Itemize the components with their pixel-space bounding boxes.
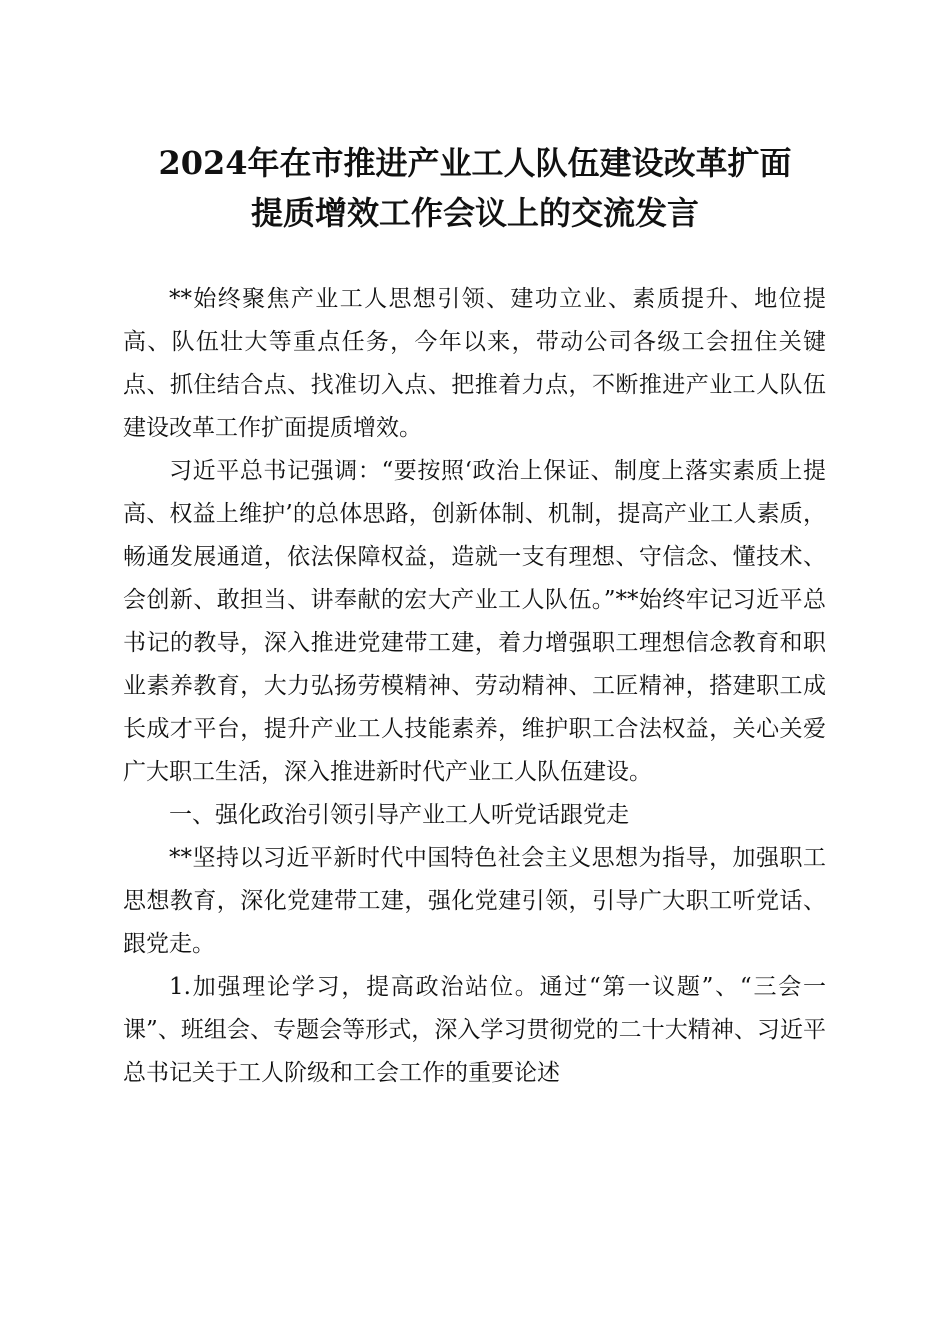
document-title [90, 138, 860, 238]
paragraph-item-1: 1.加强理论学习，提高政治站位。通过“第一议题”、“三会一课”、班组会、专题会等形式，深入学习贯彻党的二十大精神、习近平总书记关于工人阶级和工会工作的重要论述 [123, 974, 826, 1086]
paragraph-section-1-intro: **坚持以习近平新时代中国特色社会主义思想为指导，加强职工思想教育，深化党建带工建，强化党建引领，引导广大职工听党话、跟党走。 [123, 845, 826, 957]
paragraph-intro: **始终聚焦产业工人思想引领、建功立业、素质提升、地位提高、队伍壮大等重点任务，今年以来，带动公司各级工会扭住关键点、抓住结合点、找准切入点、把推着力点，不断推进产业工人队伍建设改革工作扩面提质增效。 [123, 286, 826, 441]
title-line-1: 2024年在市推进产业工人队伍建设改革扩面 [158, 144, 792, 182]
section-heading-1: 一、强化政治引领引导产业工人听党话跟党走 [169, 802, 629, 828]
title-line-2: 提质增效工作会议上的交流发言 [250, 194, 699, 232]
paragraph-quote: 习近平总书记强调：“要按照‘政治上保证、制度上落实素质上提高、权益上维护’的总体思路，创新体制、机制，提高产业工人素质，畅通发展通道，依法保障权益，造就一支有理想、守信念、懂技术、会创新、敢担当、讲奉献的宏大产业工人队伍。”**始终牢记习近平总书记的教导，深入推进党建带工建，着力增强职工理想信念教育和职业素养教育，大力弘扬劳模精神、劳动精神、工匠精神，搭建职工成长成才平台，提升产业工人技能素养，维护职工合法权益，关心关爱广大职工生活，深入推进新时代产业工人队伍建设。 [123, 458, 826, 785]
document-body [123, 278, 826, 1095]
